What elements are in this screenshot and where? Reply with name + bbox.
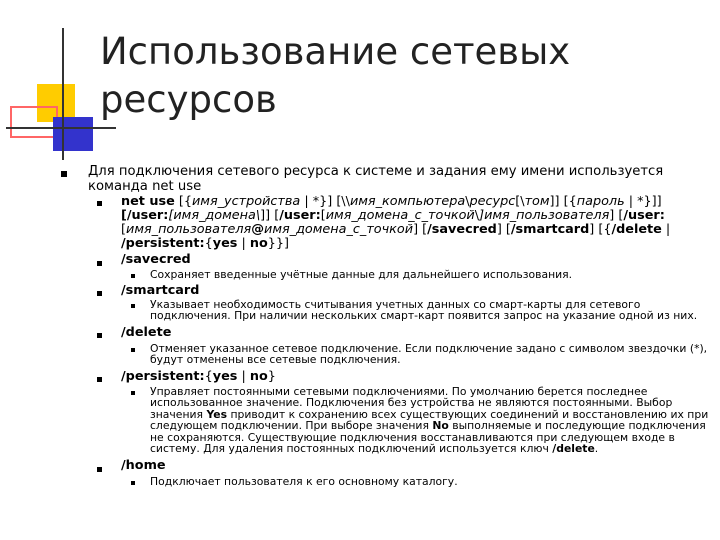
bullet-l3 <box>131 274 135 278</box>
bullet-l3 <box>131 391 135 395</box>
decor-blue-square <box>53 117 93 151</box>
bullet-l3 <box>131 348 135 352</box>
bullet-l3 <box>131 481 135 485</box>
bullet-l1 <box>61 171 67 177</box>
option-savecred: /savecred <box>121 252 191 267</box>
title-line-1: Использование сетевых <box>100 30 571 73</box>
desc-home: Подключает пользователя к его основному каталогу. <box>150 475 458 488</box>
bullet-l2 <box>97 377 102 382</box>
option-delete: /delete <box>121 325 172 340</box>
syntax-block: net use [{имя_устройства | *}] [\\имя_компьютера\ресурс[\том]] [{пароль | *}]] [/user:[имя_домена\]] [/user:[имя_домена_с_точкой\]имя_пользователя] [/user: [имя_пользователя@имя_домена_с_точкой] [/savecred] [/smartcard] [{/delete | /persistent:{yes | no}}] <box>121 194 671 251</box>
intro-text: Для подключения сетевого ресурса к системе и задания ему имени используется команда net use <box>88 164 664 194</box>
decor-red-square <box>10 106 58 138</box>
bullet-l2 <box>97 333 102 338</box>
bullet-l3 <box>131 304 135 308</box>
bullet-l2 <box>97 291 102 296</box>
decor-horizontal-line <box>6 127 116 129</box>
desc-delete: Отменяет указанное сетевое подключение. Если подключение задано с символом звездочки (*), будут отменены все сетевые подключения. <box>150 342 708 367</box>
option-persistent: /persistent:{yes | no} <box>121 369 276 384</box>
desc-smartcard: Указывает необходимость считывания учетных данных со смарт-карты для сетевого подключения. При наличии нескольких смарт-карт появится запрос на указание одной из них. <box>150 298 698 323</box>
desc-savecred: Сохраняет введенные учётные данные для дальнейшего использования. <box>150 268 573 281</box>
bullet-l2 <box>97 201 102 206</box>
title-line-2: ресурсов <box>100 78 277 121</box>
bullet-l2 <box>97 261 102 266</box>
option-home: /home <box>121 458 166 473</box>
decor-vertical-line <box>62 28 64 160</box>
bullet-l2 <box>97 467 102 472</box>
desc-persistent: Управляет постоянными сетевыми подключениями. По умолчанию берется последнее использованное значение. Подключения без устройства не являются постоянными. Выбор значения Yes приводит к сохранению всех существующих соединений и восстановлению их при следующем подключении. При выборе значения No выполняемые и последующие подключения не сохраняются. Существующие подключения восстанавливаются при следующем входе в систему. Для удаления постоянных подключений используется ключ /delete. <box>150 385 709 456</box>
slide-title <box>100 28 570 124</box>
option-smartcard: /smartcard <box>121 283 200 298</box>
